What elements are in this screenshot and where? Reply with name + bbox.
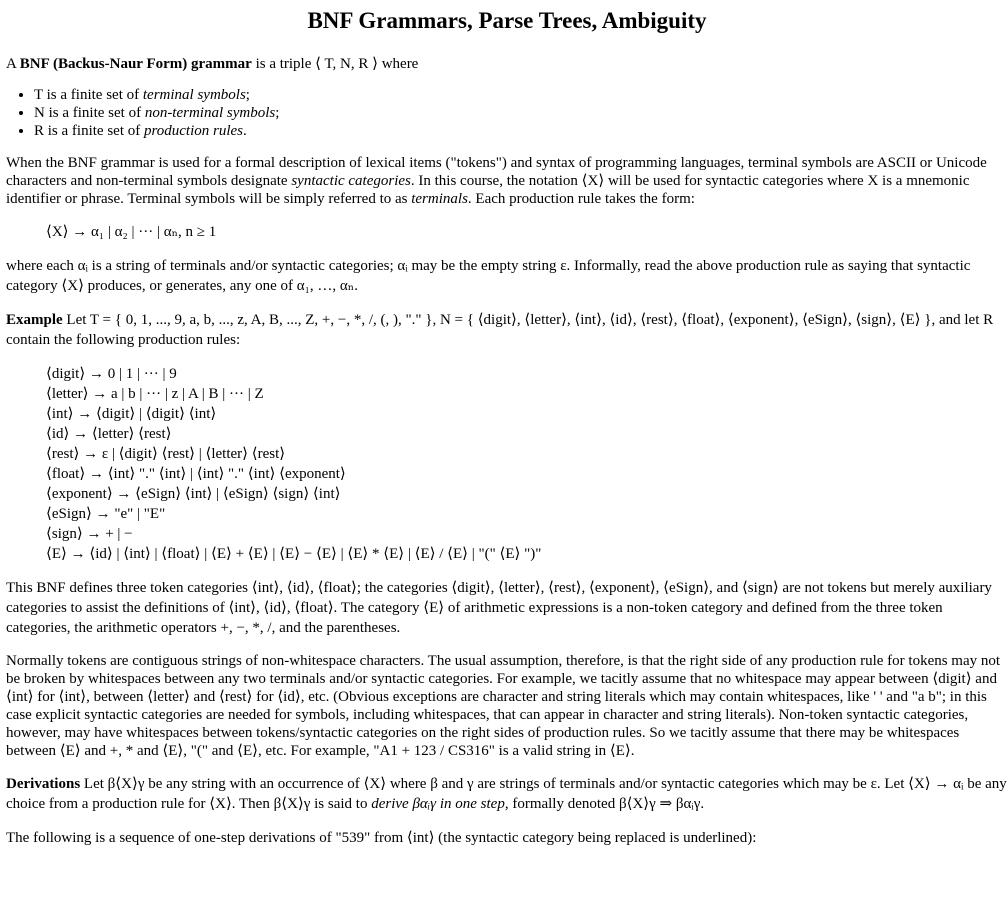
whitespace-paragraph: Normally tokens are contiguous strings of non-whitespace characters. The usual assumption, therefore, is that the right side of any production rule for tokens may not be broken by whitespaces between any two terminals and/or syntactic categories. For example, we tacitly assume that no whitespace may appear between ⟨digit⟩ and ⟨int⟩ for ⟨int⟩, between ⟨letter⟩ and ⟨rest⟩ for ⟨id⟩, etc. (Obvious exceptions are character and string literals which may contain whitespaces, like ' ' and "a b"; in this case explicit syntactic categories are needed for symbols, including whitespaces, that can appear in character and string literals). Non-token syntactic categories, however, may have whitespaces between tokens/syntactic categories on the right sides of production rules. So we tacitly assume that there may be whitespaces between ⟨E⟩ and +, * and ⟨E⟩, "(" and ⟨E⟩, etc. For example, "A1 + 123 / CS316" is a valid string in ⟨E⟩. bbox=[6, 653, 1001, 759]
derivation-sequence-intro: The following is a sequence of one-step derivations of "539" from ⟨int⟩ (the syntactic category being replaced is underlined): bbox=[6, 830, 757, 846]
list-item-text: N is a finite set of bbox=[34, 105, 145, 121]
production-rule-form: ⟨X⟩ → α₁ | α₂ | ··· | αₙ, n ≥ 1 bbox=[46, 224, 217, 240]
derivations-text-a: Let β⟨X⟩γ be any string with an occurrence of ⟨X⟩ where β and γ are strings of terminals and/or syntactic categories which may be ε. Let ⟨X⟩ → αᵢ be any choice from a production rule for ⟨X⟩. Then β⟨X⟩γ is said to bbox=[6, 776, 1007, 812]
example-text: Let T = { 0, 1, ..., 9, a, b, ..., z, A, B, ..., Z, +, −, *, /, (, ), "." }, N = { ⟨digit⟩, ⟨letter⟩, ⟨int⟩, ⟨id⟩, ⟨rest⟩, ⟨float⟩, ⟨exponent⟩, ⟨eSign⟩, ⟨sign⟩, ⟨E⟩ }, and let R contain the following production rules: bbox=[6, 312, 994, 348]
definition-list bbox=[6, 86, 1008, 140]
rule-id: ⟨id⟩ → ⟨letter⟩ ⟨rest⟩ bbox=[46, 426, 172, 442]
rule-sign: ⟨sign⟩ → + | − bbox=[46, 526, 133, 542]
list-item-text: R is a finite set of bbox=[34, 123, 144, 139]
grammar-usage-paragraph bbox=[6, 154, 1008, 208]
list-item-emphasis: terminal symbols bbox=[142, 87, 246, 103]
production-explanation: where each αᵢ is a string of terminals and/or syntactic categories; αᵢ may be the empty string ε. Informally, read the above production rule as saying that syntactic category ⟨X⟩ produces, or generates, any one of α₁, …, αₙ. bbox=[6, 258, 971, 294]
rule-float: ⟨float⟩ → ⟨int⟩ "." ⟨int⟩ | ⟨int⟩ "." ⟨int⟩ ⟨exponent⟩ bbox=[46, 466, 346, 482]
list-item-punct: . bbox=[243, 123, 247, 139]
list-item-text: T is a finite set of bbox=[34, 87, 143, 103]
derivations-paragraph bbox=[6, 774, 1008, 814]
example-label: Example bbox=[6, 312, 63, 328]
production-rules bbox=[6, 364, 1008, 564]
intro-suffix: is a triple ⟨ T, N, R ⟩ where bbox=[251, 56, 419, 72]
list-item-punct: ; bbox=[245, 87, 250, 103]
list-item bbox=[34, 104, 1008, 122]
list-item bbox=[34, 122, 1008, 140]
example-paragraph bbox=[6, 310, 1008, 350]
para1-emphasis-1: syntactic categories bbox=[291, 173, 411, 189]
rule-exponent: ⟨exponent⟩ → ⟨eSign⟩ ⟨int⟩ | ⟨eSign⟩ ⟨sign⟩ ⟨int⟩ bbox=[46, 486, 341, 502]
rule-expression: ⟨E⟩ → ⟨id⟩ | ⟨int⟩ | ⟨float⟩ | ⟨E⟩ + ⟨E⟩ | ⟨E⟩ − ⟨E⟩ | ⟨E⟩ * ⟨E⟩ | ⟨E⟩ / ⟨E⟩ | "(" ⟨E⟩ ")" bbox=[46, 546, 542, 562]
rule-digit: ⟨digit⟩ → 0 | 1 | ··· | 9 bbox=[46, 366, 177, 382]
derivations-text-b: , formally denoted β⟨X⟩γ ⇒ βαᵢγ. bbox=[504, 796, 705, 812]
intro-bold-term: BNF (Backus-Naur Form) grammar bbox=[19, 56, 252, 72]
intro-paragraph bbox=[6, 54, 1008, 74]
derivations-emphasis: derive βαᵢγ in one step bbox=[371, 796, 505, 812]
list-item-emphasis: non-terminal symbols bbox=[144, 105, 276, 121]
para1-emphasis-2: terminals bbox=[411, 191, 468, 207]
rule-esign: ⟨eSign⟩ → "e" | "E" bbox=[46, 506, 166, 522]
list-item-emphasis: production rules bbox=[143, 123, 244, 139]
derivations-label: Derivations bbox=[6, 776, 81, 792]
list-item bbox=[34, 86, 1008, 104]
rule-int: ⟨int⟩ → ⟨digit⟩ | ⟨digit⟩ ⟨int⟩ bbox=[46, 406, 217, 422]
para1-text-c: . Each production rule takes the form: bbox=[467, 191, 695, 207]
intro-prefix: A bbox=[6, 56, 20, 72]
para1-text-b: . In this course, the notation ⟨X⟩ will be used for syntactic categories where X is a mnemonic identifier or phrase. Terminal symbols will be simply referred to as bbox=[6, 173, 970, 207]
page-title: BNF Grammars, Parse Trees, Ambiguity bbox=[307, 8, 707, 33]
token-categories-paragraph: This BNF defines three token categories ⟨int⟩, ⟨id⟩, ⟨float⟩; the categories ⟨digit⟩, ⟨letter⟩, ⟨rest⟩, ⟨exponent⟩, ⟨eSign⟩, and ⟨sign⟩ are not tokens but merely auxiliary categories to assist the definitions of ⟨int⟩, ⟨id⟩, ⟨float⟩. The category ⟨E⟩ of arithmetic expressions is a non-token category and defined from the three token categories, the arithmetic operators +, −, *, /, and the parentheses. bbox=[6, 580, 992, 636]
para1-text-a: When the BNF grammar is used for a formal description of lexical items ("tokens") and syntax of programming languages, terminal symbols are ASCII or Unicode characters and non-terminal symbols designate bbox=[6, 155, 987, 189]
list-item-punct: ; bbox=[275, 105, 280, 121]
rule-letter: ⟨letter⟩ → a | b | ··· | z | A | B | ··· | Z bbox=[46, 386, 264, 402]
rule-rest: ⟨rest⟩ → ε | ⟨digit⟩ ⟨rest⟩ | ⟨letter⟩ ⟨rest⟩ bbox=[46, 446, 286, 462]
